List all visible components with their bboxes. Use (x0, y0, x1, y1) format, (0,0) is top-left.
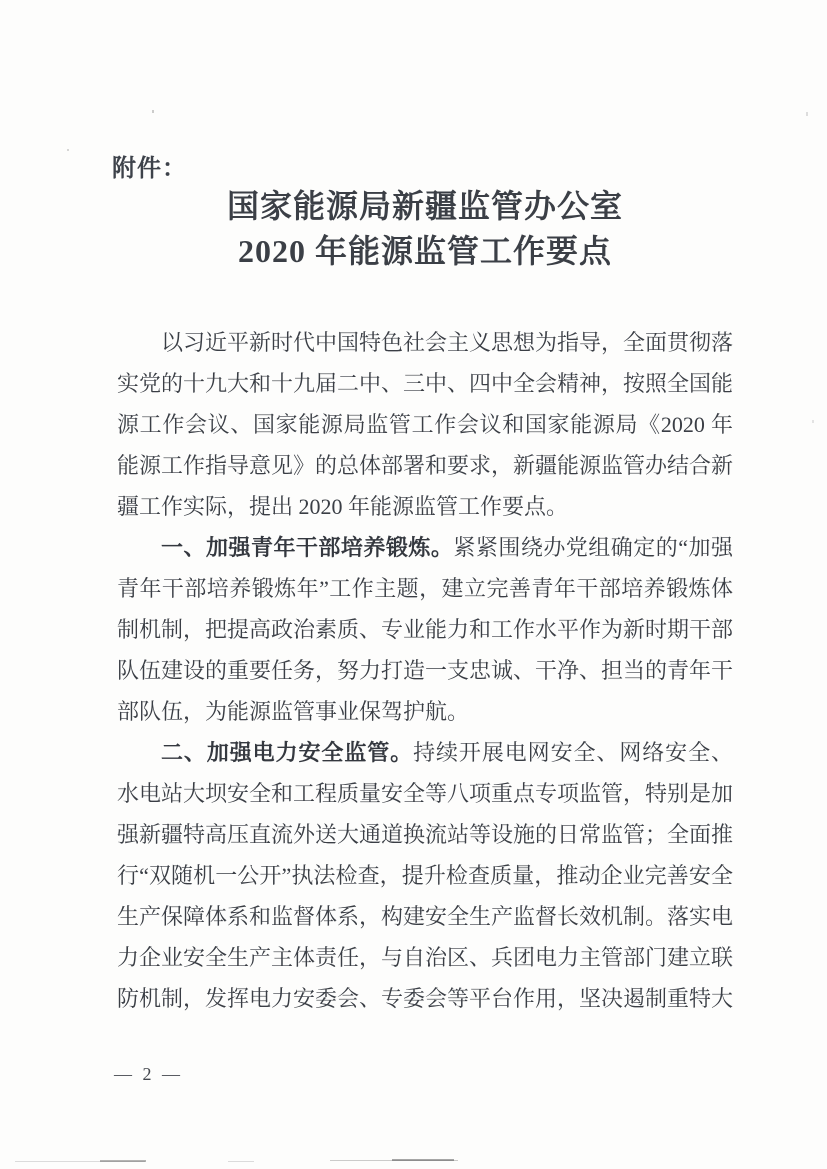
scan-artifact-line (330, 1160, 458, 1161)
paragraph-intro-text: 以习近平新时代中国特色社会主义思想为指导，全面贯彻落实党的十九大和十九届二中、三中、四中全会精神，按照全国能源工作会议、国家能源局监管工作会议和国家能源局《2020 年能源工作指导意见》的总体部署和要求，新疆能源监管办结合新疆工作实际，提出 2020 年能源监管工作要点。 (117, 330, 734, 519)
attachment-label: 附件： (112, 156, 187, 182)
scan-artifact-line (228, 1161, 254, 1162)
paragraph-section-1-heading: 一、加强青年干部培养锻炼。 (161, 535, 454, 560)
paragraph-section-1-text: 紧紧围绕办党组确定的“加强青年干部培养锻炼年”工作主题，建立完善青年干部培养锻炼体制机制，把提高政治素质、专业能力和工作水平作为新时期干部队伍建设的重要任务，努力打造一支忠诚、干净、担当的青年干部队伍，为能源监管事业保驾护航。 (117, 535, 734, 724)
paragraph-intro (117, 322, 733, 527)
paragraph-section-1 (117, 527, 733, 732)
page-number: — 2 — (114, 1064, 183, 1084)
paragraph-section-2-text: 持续开展电网安全、网络安全、水电站大坝安全和工程质量安全等八项重点专项监管，特别是加强新疆特高压直流外送大通道换流站等设施的日常监管；全面推行“双随机一公开”执法检查，提升检查质量，推动企业完善安全生产保障体系和监督体系，构建安全生产监督长效机制。落实电力企业安全生产主体责任，与自治区、兵团电力主管部门建立联防机制，发挥电力安委会、专委会等平台作用，坚决遏制重特大 (117, 740, 734, 1011)
scan-artifact-line (15, 1161, 145, 1162)
scan-artifact-speck (806, 112, 808, 116)
document-title (117, 184, 733, 274)
paragraph-section-2 (117, 732, 733, 1019)
document-body (117, 322, 733, 1019)
scan-artifact-speck (812, 420, 814, 423)
scan-artifact-speck (152, 110, 154, 113)
scan-artifact-line (100, 1160, 146, 1162)
scan-artifact-speck (67, 149, 69, 151)
paragraph-section-2-heading: 二、加强电力安全监管。 (161, 740, 414, 765)
document-title-line2: 2020 年能源监管工作要点 (237, 233, 612, 269)
document-title-line1: 国家能源局新疆监管办公室 (226, 188, 623, 224)
scan-artifact-line (392, 1159, 454, 1161)
